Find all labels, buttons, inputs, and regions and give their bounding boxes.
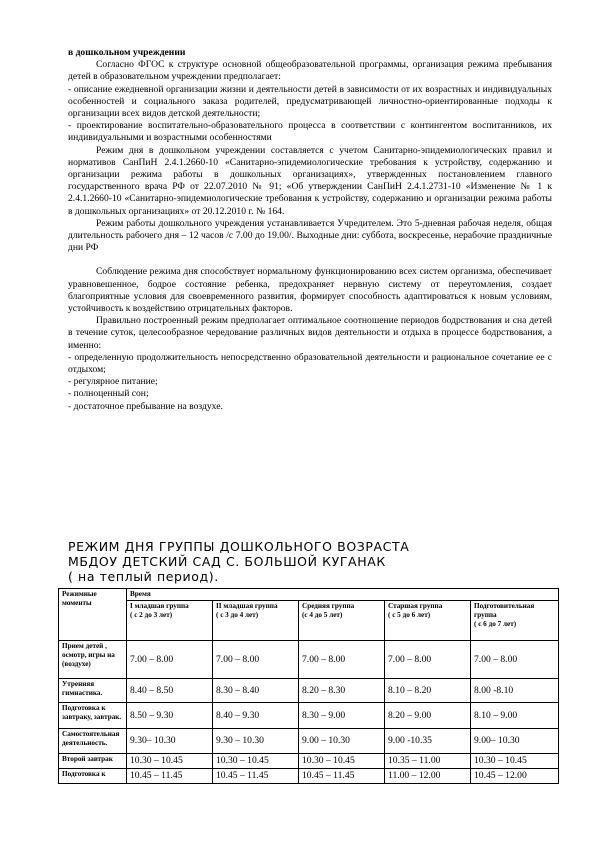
time-cell: 9.00 – 10.30 [299,729,385,754]
paragraph-sanpin: Режим дня в дошкольном учреждении составляется с учетом Санитарно-эпидемиологических правил и нормативов СанПиН 2.4.1.2660-10 «Санитарно-эпидемиологические требования к устройству, содержанию и организации режима работы в дошкольных организациях», утвержденных постановлением главного государственного врача РФ от 22.07.2010 № 91; «Об утверждении СанПиН 2.4.1.2731-10 «Изменение № 1 к 2.4.1.2660-10 «Санитарно-эпидемиологические требования к устройству, содержанию и организации режима работы в дошкольных организациях» от 20.12.2010 г. № 164. [68,144,552,217]
time-cell: 9.00– 10.30 [471,729,559,754]
time-cell: 10.45 – 12.00 [471,769,559,784]
time-cell: 7.00 – 8.00 [385,641,471,679]
paragraph-correct-regime: Правильно построенный режим предполагает оптимальное соотношение периодов бодрствования и сна детей в течение суток, целесообразное чередование различных видов деятельности и отдыха в процессе бодрствования, а именно: [68,315,552,351]
time-cell: 8.30 – 8.40 [213,679,299,703]
row-moment: Самостоятельная деятельность. [59,729,127,754]
time-cell: 10.30 – 10.45 [299,754,385,769]
time-cell: 8.50 – 9.30 [127,703,213,729]
paragraph-work-mode: Режим работы дошкольного учреждения устанавливается Учредителем. Это 5-дневная рабочая неделя, общая длительность рабочего дня – 12 часов /с 7.00 до 19.00/. Выходные дни: суббота, воскресенье, нерабочие праздничные дни РФ [68,217,552,254]
list-item-outdoors: - достаточное пребывание на воздухе. [68,400,223,412]
schedule-title [68,539,548,584]
row-moment: Подготовка к [59,769,127,784]
group-header-4: Старшая группа ( с 5 до 6 лет) [385,601,471,641]
row-moment: Утренняя гимнастика. [59,679,127,703]
table-row [59,703,559,729]
table-row [59,729,559,754]
time-cell: 10.30 – 10.45 [471,754,559,769]
time-cell: 7.00 – 8.00 [299,641,385,679]
list-item-sleep: - полноценный сон; [68,388,149,400]
time-cell: 8.40 – 8.50 [127,679,213,703]
time-cell: 7.00 – 8.00 [471,641,559,679]
time-cell: 10.45 – 11.45 [213,769,299,784]
list-item-education: - определенную продолжительность непосредственно образовательной деятельности и рациональное сочетание ее с отдыхом; [68,351,552,376]
list-item-design: - проектирование воспитательно-образовательного процесса в соответствии с контингентом воспитанников, их индивидуальными и возрастными особенностями [68,120,552,144]
time-header: Время [127,589,559,601]
table-row [59,754,559,769]
row-moment: Прием детей , осмотр, игры на (воздухе) [59,641,127,679]
moments-header: Режимные моменты [59,589,127,641]
group-header-3: Средняя группа (с 4 до 5 лет) [299,601,385,641]
title-line-1: РЕЖИМ ДНЯ ГРУППЫ ДОШКОЛЬНОГО ВОЗРАСТА [68,539,410,554]
paragraph-fgos: Согласно ФГОС к структуре основной общеобразовательной программы, организация режима пребывания детей в образовательном учреждении предполагает: [68,59,552,83]
table-row [59,769,559,784]
list-item-description: - описание ежедневной организации жизни и деятельности детей в зависимости от их возрастных и индивидуальных особенностей и социального заказа родителей, предусматривающей личностно-ориентированные подходы к организации всех видов детской деятельности; [68,83,552,120]
group-header-1: I младшая группа ( с 2 до 3 лет) [127,601,213,641]
time-cell: 9.00 -10.35 [385,729,471,754]
time-cell: 8.40 – 9.30 [213,703,299,729]
time-cell: 10.30 – 10.45 [213,754,299,769]
time-cell: 10.30 – 10.45 [127,754,213,769]
section-heading: в дошкольном учреждении [68,47,186,58]
list-item-nutrition: - регулярное питание; [68,376,158,388]
time-cell: 7.00 – 8.00 [127,641,213,679]
time-cell: 8.10 – 9.00 [471,703,559,729]
group-header-2: II младшая группа ( с 3 до 4 лет) [213,601,299,641]
time-cell: 10.45 – 11.45 [299,769,385,784]
table-row [59,641,559,679]
time-cell: 7.00 – 8.00 [213,641,299,679]
group-header-5: Подготовительная группа ( с 6 до 7 лет) [471,601,559,641]
time-cell: 9.30 – 10.30 [213,729,299,754]
time-cell: 8.10 – 8.20 [385,679,471,703]
time-cell: 10.45 – 11.45 [127,769,213,784]
table-row [59,679,559,703]
time-cell: 11.00 – 12.00 [385,769,471,784]
time-cell: 8.20 – 8.30 [299,679,385,703]
time-cell: 9.30– 10.30 [127,729,213,754]
title-line-3: ( на теплый период). [68,569,219,584]
row-moment: Второй завтрак [59,754,127,769]
title-line-2: МБДОУ ДЕТСКИЙ САД С. БОЛЬШОЙ КУГАНАК [68,554,386,569]
schedule-table [58,588,559,784]
body-text [68,47,552,413]
time-cell: 8.00 -8.10 [471,679,559,703]
paragraph-regime-benefits: Соблюдение режима дня способствует нормальному функционированию всех систем организма, обеспечивает уравновешенное, бодрое состояние ребенка, предохраняет нервную систему от переутомления, создает благоприятные условия для своевременного развития, формирует способность адаптироваться к новым условиям, устойчивость к воздействию отрицательных факторов. [68,266,552,315]
time-cell: 8.30 – 9.00 [299,703,385,729]
time-cell: 10.35 – 11.00 [385,754,471,769]
time-cell: 8.20 – 9.00 [385,703,471,729]
row-moment: Подготовка к завтраку, завтрак. [59,703,127,729]
